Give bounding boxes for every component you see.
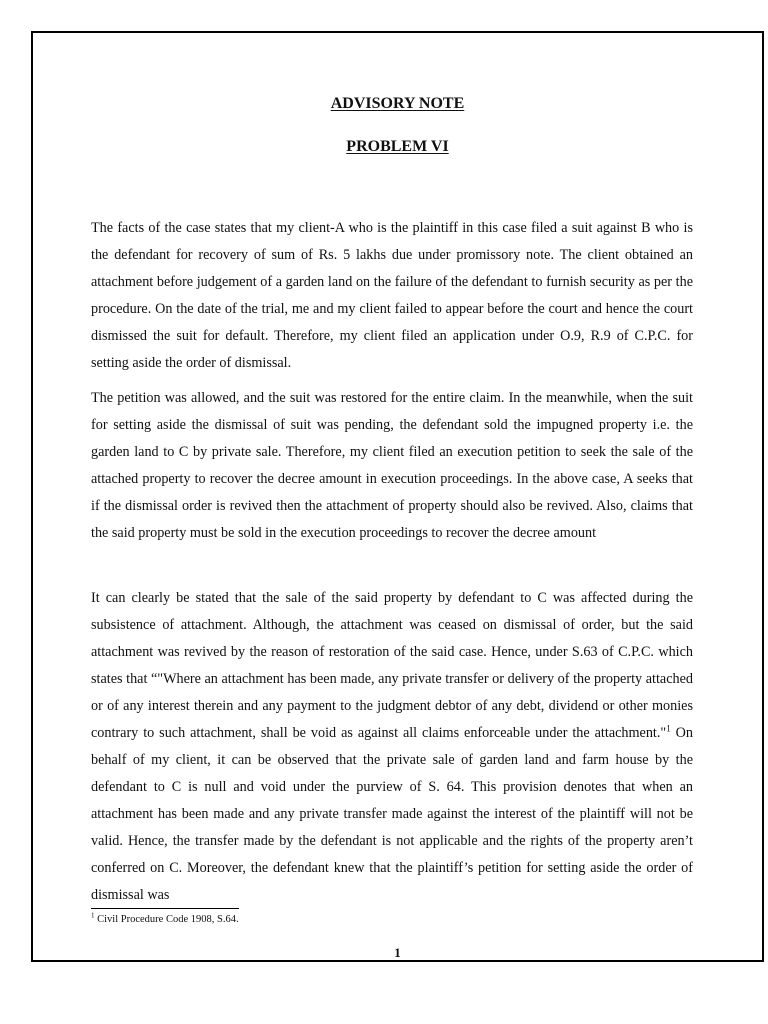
- paragraph-2-text: The petition was allowed, and the suit was restored for the entire claim. In the meanwhile, when the suit for setting aside the dismissal of suit was pending, the defendant sold the impugned property i.e. the garden land to C by private sale. Therefore, my client filed an execution petition to seek the sale of the attached property to recover the decree amount in execution proceedings. In the above case, A seeks that if the dismissal order is revived then the attachment of property should also be revived. Also, claims that the said property must be sold in the execution proceedings to recover the decree amount: [91, 390, 693, 541]
- page-number: 1: [394, 945, 401, 960]
- document-page: [31, 31, 764, 962]
- paragraph-3-text: [91, 585, 693, 909]
- footnote-separator: [91, 908, 239, 909]
- footnote-reference[interactable]: 1: [666, 723, 671, 734]
- paragraph-1: [91, 215, 693, 377]
- paragraph-3: [91, 585, 693, 909]
- document-subtitle: PROBLEM VI: [346, 138, 449, 155]
- paragraph-2: [91, 385, 693, 547]
- paragraph-3-text-before-ref: It can clearly be stated that the sale of the said property by defendant to C was affected during the subsistence of attachment. Although, the attachment was ceased on dismissal of order, but the said attachment was revived by the reason of restoration of the said case. Hence, under S.63 of C.P.C. which states that “"Where an attachment has been made, any private transfer or delivery of the property attached or of any interest therein and any payment to the judgment debtor of any debt, dividend or other monies contrary to such attachment, shall be void as against all claims enforceable under the attachment.": [91, 590, 693, 741]
- paragraph-3-text-after-ref: On behalf of my client, it can be observed that the private sale of garden land and farm house by the defendant to C is null and void under the purview of S. 64. This provision denotes that when an attachment has been made and any private transfer made against the interest of the plaintiff will not be valid. Hence, the transfer made by the defendant is not applicable and the rights of the property aren’t conferred on C. Moreover, the defendant knew that the plaintiff’s petition for setting aside the order of dismissal was: [91, 725, 693, 903]
- paragraph-1-text: The facts of the case states that my client-A who is the plaintiff in this case filed a suit against B who is the defendant for recovery of sum of Rs. 5 lakhs due under promissory note. The client obtained an attachment before judgement of a garden land on the failure of the defendant to furnish security as per the procedure. On the date of the trial, me and my client failed to appear before the court and hence the court dismissed the suit for default. Therefore, my client filed an application under O.9, R.9 of C.P.C. for setting aside the order of dismissal.: [91, 220, 693, 371]
- document-title: ADVISORY NOTE: [330, 95, 465, 112]
- footnote-text: Civil Procedure Code 1908, S.64.: [94, 914, 239, 925]
- footnote: [91, 913, 239, 927]
- footnote-mark: 1: [91, 911, 95, 920]
